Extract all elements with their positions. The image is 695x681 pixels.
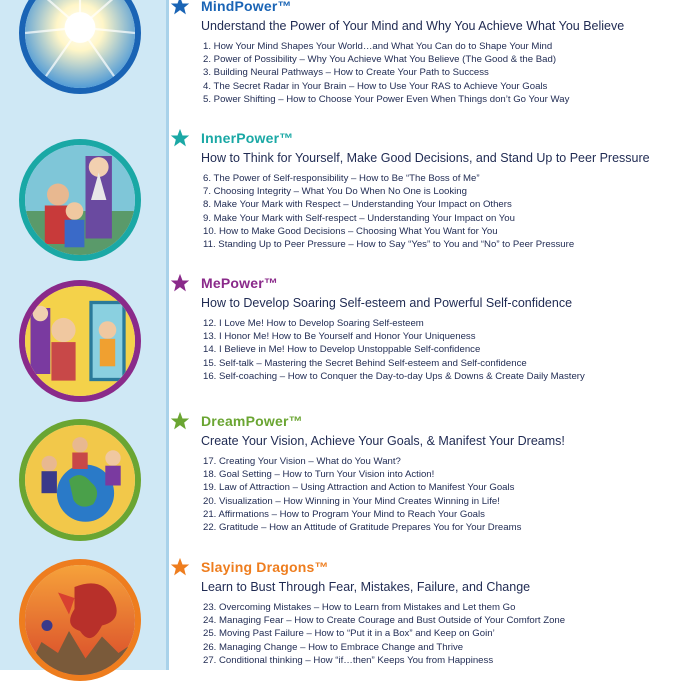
list-item: 2. Power of Possibility – Why You Achieve What You Believe (The Good & the Bad) [203, 54, 557, 66]
star-icon [170, 0, 190, 16]
list-item: 7. Choosing Integrity – What You Do When No One is Looking [203, 186, 467, 198]
list-item: 12. I Love Me! How to Develop Soaring Self-esteem [203, 318, 424, 329]
list-item: 1. How Your Mind Shapes Your World…and What You Can do to Shape Your Mind [203, 41, 553, 52]
list-item: 23. Overcoming Mistakes – How to Learn from Mistakes and Let them Go [203, 602, 516, 613]
section-title: InnerPower™ [201, 130, 294, 146]
list-item: 25. Moving Past Failure – How to “Put it in a Box” and Keep on Goin’ [203, 628, 495, 640]
section-title: MindPower™ [201, 0, 292, 14]
list-item: 26. Managing Change – How to Embrace Change and Thrive [203, 641, 464, 653]
dreampower-illustration [19, 419, 141, 541]
lesson-list [203, 455, 690, 534]
lesson-list [203, 317, 690, 383]
list-item: 21. Affirmations – How to Program Your Mind to Reach Your Goals [203, 508, 485, 520]
list-item: 4. The Secret Radar in Your Brain – How to Use Your RAS to Achieve Your Goals [203, 80, 548, 92]
list-item: 11. Standing Up to Peer Pressure – How to Say “Yes” to You and “No” to Peer Pressure [203, 239, 575, 251]
list-item: 20. Visualization – How Winning in Your Mind Creates Winning in Life! [203, 495, 500, 507]
star-icon [170, 273, 190, 293]
section-subtitle: Create Your Vision, Achieve Your Goals, & Manifest Your Dreams! [201, 434, 565, 448]
list-item: 15. Self-talk – Mastering the Secret Behind Self-esteem and Self-confidence [203, 357, 527, 369]
section-dreampower [170, 413, 690, 534]
section-innerpower [170, 130, 690, 251]
list-item: 18. Goal Setting – How to Turn Your Vision into Action! [203, 469, 435, 481]
section-title: Slaying Dragons™ [201, 559, 329, 575]
star-icon [170, 128, 190, 148]
list-item: 14. I Believe in Me! How to Develop Unstoppable Self-confidence [203, 344, 481, 356]
slaying-dragons-illustration [19, 559, 141, 681]
section-subtitle: How to Think for Yourself, Make Good Decisions, and Stand Up to Peer Pressure [201, 151, 650, 165]
list-item: 17. Creating Your Vision – What do You Want? [203, 456, 401, 467]
section-slaying-dragons [170, 559, 690, 667]
section-title: DreamPower™ [201, 413, 303, 429]
list-item: 6. The Power of Self-responsibility – How to Be “The Boss of Me” [203, 173, 480, 184]
section-subtitle: Understand the Power of Your Mind and Why You Achieve What You Believe [201, 19, 625, 33]
section-subtitle: How to Develop Soaring Self-esteem and Powerful Self-confidence [201, 296, 573, 310]
list-item: 19. Law of Attraction – Using Attraction and Action to Manifest Your Goals [203, 482, 515, 494]
star-icon [170, 557, 190, 577]
list-item: 22. Gratitude – How an Attitude of Gratitude Prepares You for Your Dreams [203, 522, 522, 534]
sidebar-divider [166, 0, 169, 670]
lesson-list [203, 601, 690, 667]
section-subtitle: Learn to Bust Through Fear, Mistakes, Failure, and Change [201, 580, 531, 594]
list-item: 13. I Honor Me! How to Be Yourself and Honor Your Uniqueness [203, 331, 476, 343]
list-item: 16. Self-coaching – How to Conquer the Day-to-day Ups & Downs & Create Daily Mastery [203, 370, 585, 382]
list-item: 27. Conditional thinking – How “if…then” Keeps You from Happiness [203, 654, 494, 666]
list-item: 10. How to Make Good Decisions – Choosing What You Want for You [203, 225, 498, 237]
left-sidebar [0, 0, 166, 670]
list-item: 24. Managing Fear – How to Create Courage and Bust Outside of Your Comfort Zone [203, 615, 566, 627]
section-title: MePower™ [201, 275, 279, 291]
list-item: 3. Building Neural Pathways – How to Create Your Path to Success [203, 67, 489, 79]
mepower-illustration [19, 280, 141, 402]
mindpower-illustration [19, 0, 141, 94]
innerpower-illustration [19, 139, 141, 261]
section-mepower [170, 275, 690, 383]
list-item: 9. Make Your Mark with Self-respect – Understanding Your Impact on You [203, 212, 515, 224]
list-item: 8. Make Your Mark with Respect – Understanding Your Impact on Others [203, 199, 512, 211]
star-icon [170, 411, 190, 431]
lesson-list [203, 40, 690, 106]
lesson-list [203, 172, 690, 251]
list-item: 5. Power Shifting – How to Choose Your Power Even When Things don’t Go Your Way [203, 93, 570, 105]
section-mindpower [170, 0, 690, 106]
